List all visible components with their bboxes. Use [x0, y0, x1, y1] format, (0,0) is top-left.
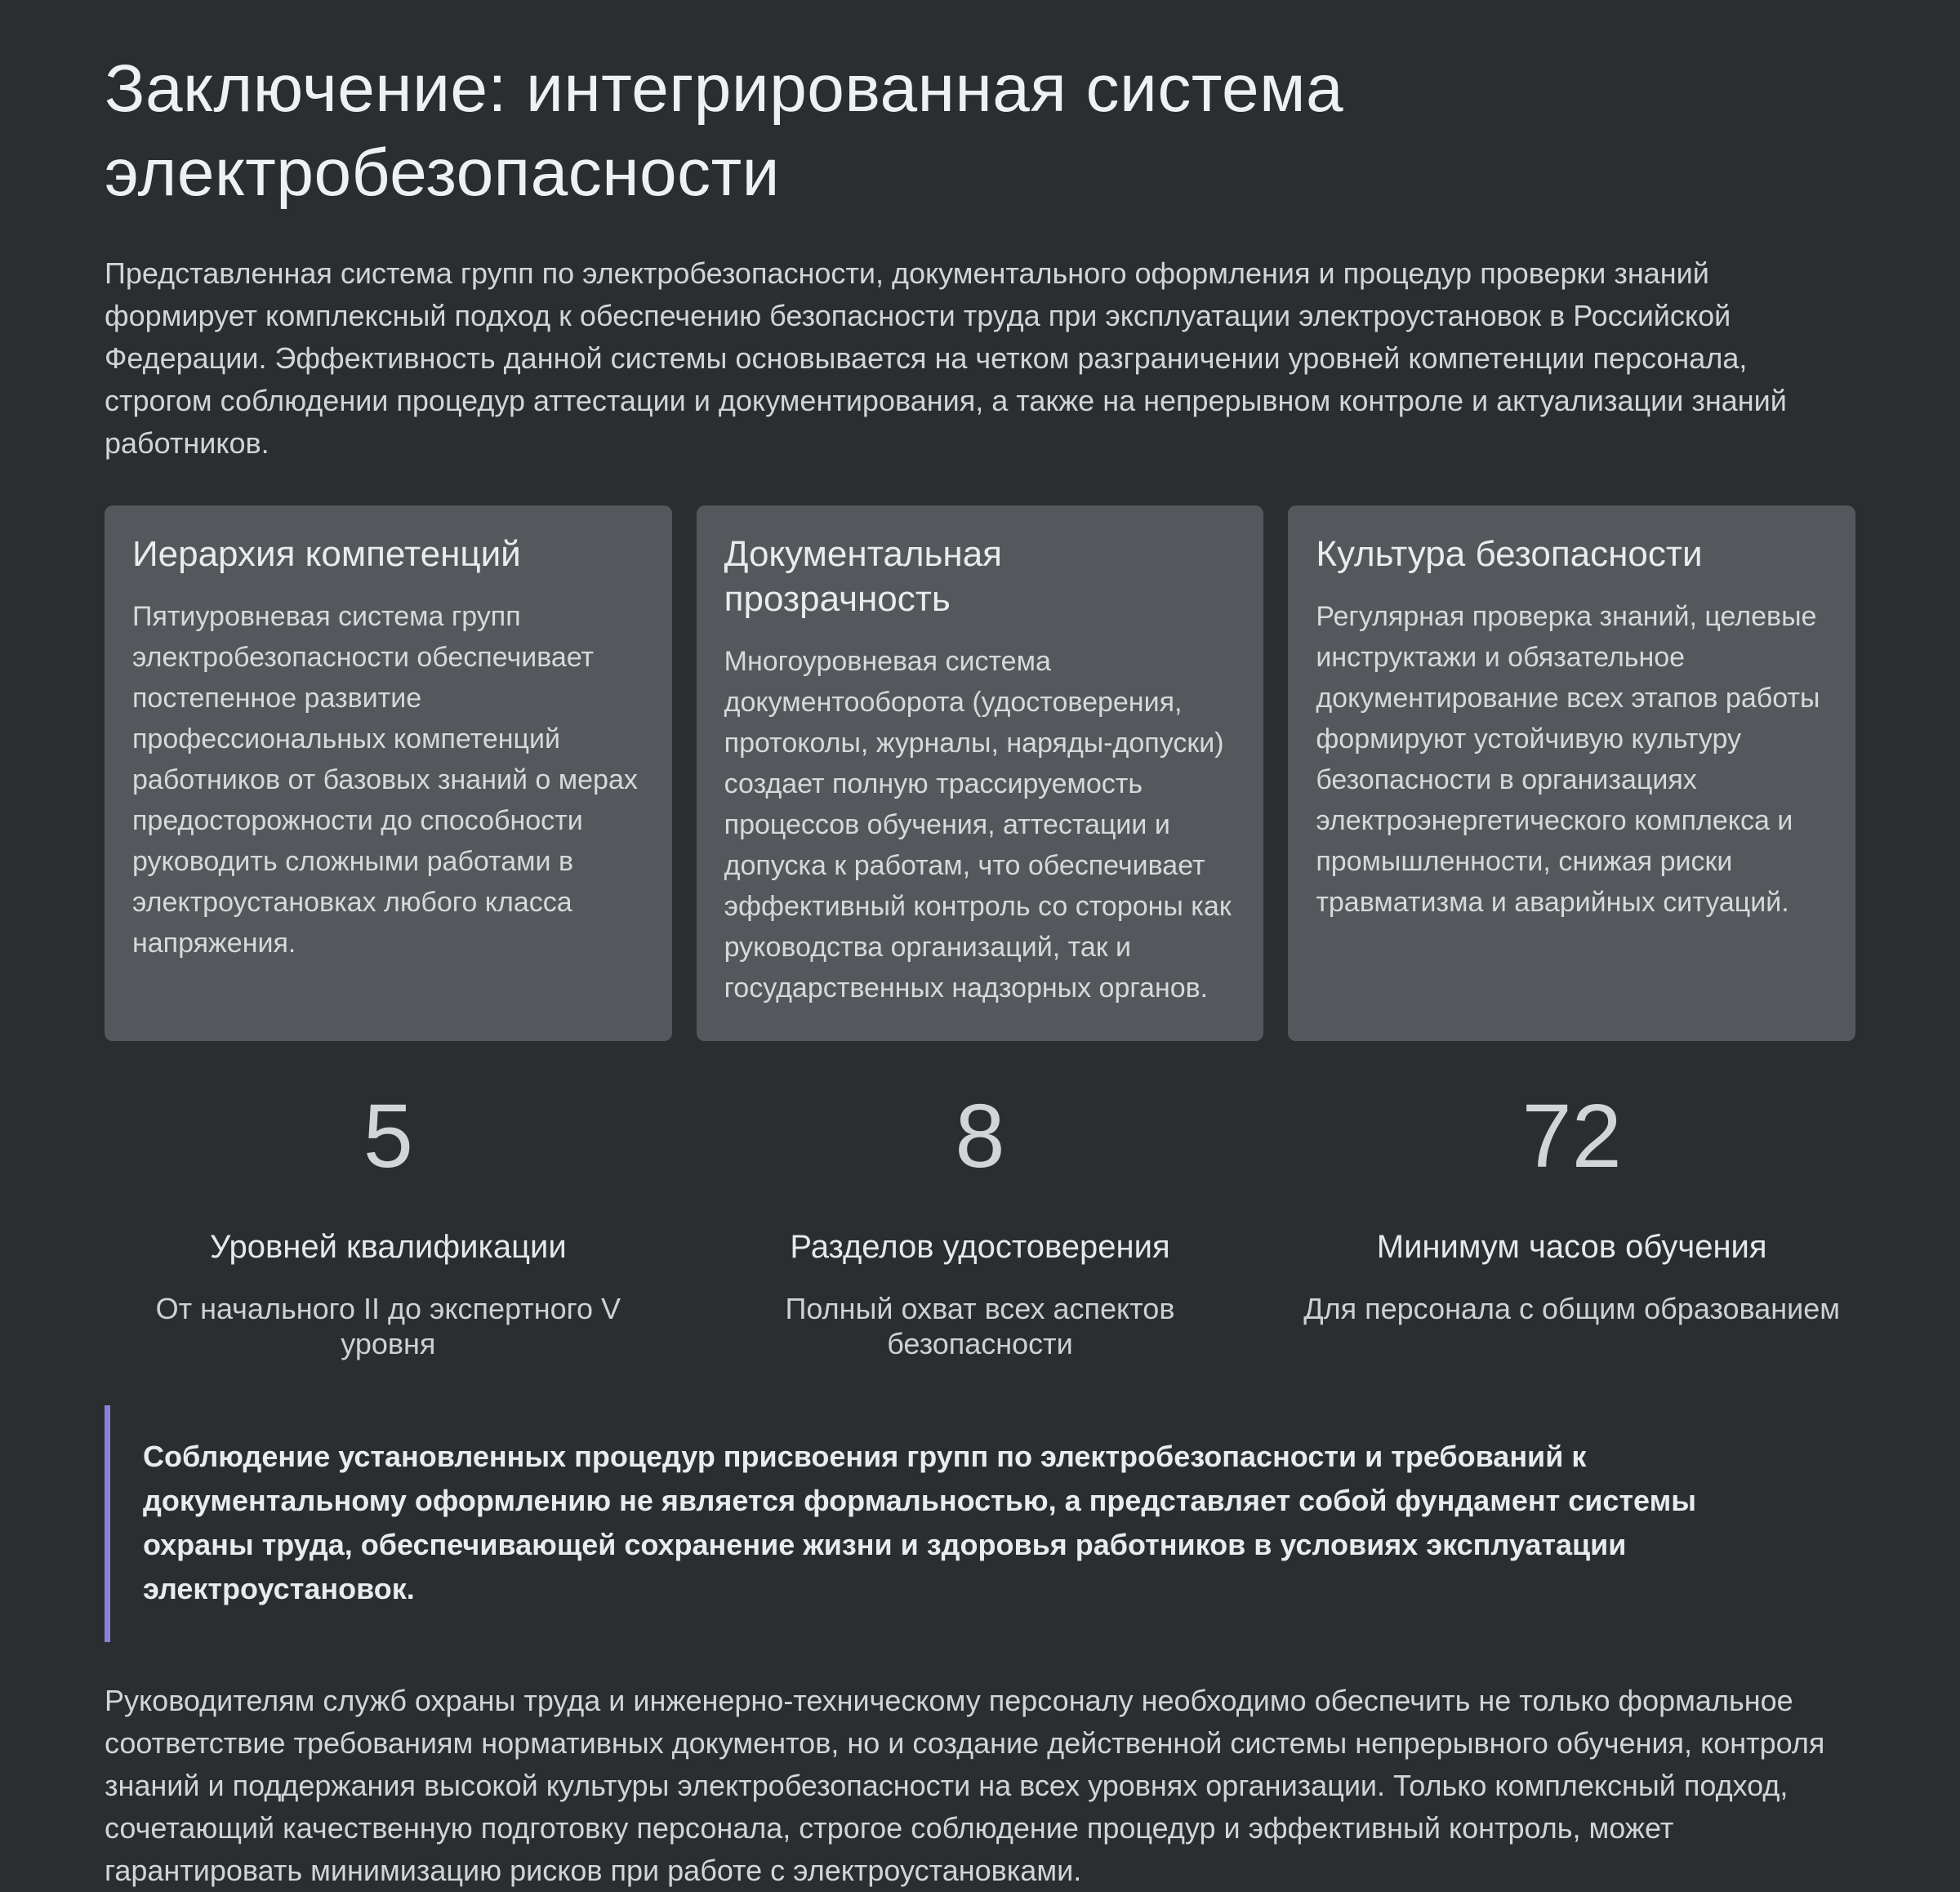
card-title: Иерархия компетенций — [132, 534, 521, 574]
page-title: Заключение: интегрированная система электробезопасности — [105, 51, 1344, 210]
summary-cards — [105, 505, 1855, 1041]
intro-paragraph: Представленная система групп по электробезопасности, документального оформления и процедур проверки знаний формирует комплексный подход к обеспечению безопасности труда при эксплуатации электроустановок в Российской Федерации. Эффективность данной системы основывается на четком разграничении уровней компетенции персонала, строгом соблюдении процедур аттестации и документирования, а также на непрерывном контроле и актуализации знаний работников. — [105, 256, 1787, 460]
stat-label: Разделов удостоверения — [790, 1229, 1170, 1265]
card-documentary-transparency — [697, 505, 1264, 1041]
highlight-blockquote — [105, 1405, 1855, 1642]
stat-training-hours — [1288, 1086, 1855, 1361]
stat-sublabel: Полный охват всех аспектов безопасности — [785, 1292, 1175, 1361]
card-text: Регулярная проверка знаний, целевые инструктажи и обязательное документирование всех этапов работы формируют устойчивую культуру безопасности в организациях электроэнергетического комплекса и промышленности, снижая риски травматизма и аварийных ситуаций. — [1316, 601, 1820, 918]
stat-qualification-levels — [105, 1086, 672, 1361]
blockquote-text: Соблюдение установленных процедур присвоения групп по электробезопасности и требований к документальному оформлению не является формальностью, а представляет собой фундамент системы охраны труда, обеспечивающей сохранение жизни и здоровья работников в условиях эксплуатации электроустановок. — [143, 1440, 1696, 1606]
stat-value: 5 — [363, 1086, 413, 1186]
card-safety-culture — [1288, 505, 1855, 1041]
stat-sublabel: Для персонала с общим образованием — [1303, 1292, 1841, 1325]
card-competency-hierarchy — [105, 505, 672, 1041]
closing-paragraph: Руководителям служб охраны труда и инженерно-техническому персоналу необходимо обеспечить не только формальное соответствие требованиям нормативных документов, но и создание действенной системы непрерывного обучения, контроля знаний и поддержания высокой культуры электробезопасности на всех уровнях организации. Только комплексный подход, сочетающий качественную подготовку персонала, строгое соблюдение процедур и эффективный контроль, может гарантировать минимизацию рисков при работе с электроустановками. — [105, 1684, 1825, 1888]
key-stats — [105, 1086, 1855, 1361]
card-title: Культура безопасности — [1316, 534, 1703, 574]
stat-value: 72 — [1521, 1086, 1622, 1186]
stat-label: Уровней квалификации — [209, 1229, 567, 1265]
card-title: Документальная прозрачность — [724, 534, 1003, 619]
card-text: Многоуровневая система документооборота (удостоверения, протоколы, журналы, наряды-допуски) создает полную трассируемость процессов обучения, аттестации и допуска к работам, что обеспечивает эффективный контроль со стороны как руководства организаций, так и государственных надзорных органов. — [724, 646, 1232, 1004]
stat-sublabel: От начального II до экспертного V уровня — [155, 1292, 621, 1361]
stat-label: Минимум часов обучения — [1376, 1229, 1767, 1265]
card-text: Пятиуровневая система групп электробезопасности обеспечивает постепенное развитие профессиональных компетенций работников от базовых знаний о мерах предосторожности до способности руководить сложными работами в электроустановках любого класса напряжения. — [132, 601, 638, 959]
stat-value: 8 — [955, 1086, 1005, 1186]
stat-certificate-sections — [697, 1086, 1264, 1361]
